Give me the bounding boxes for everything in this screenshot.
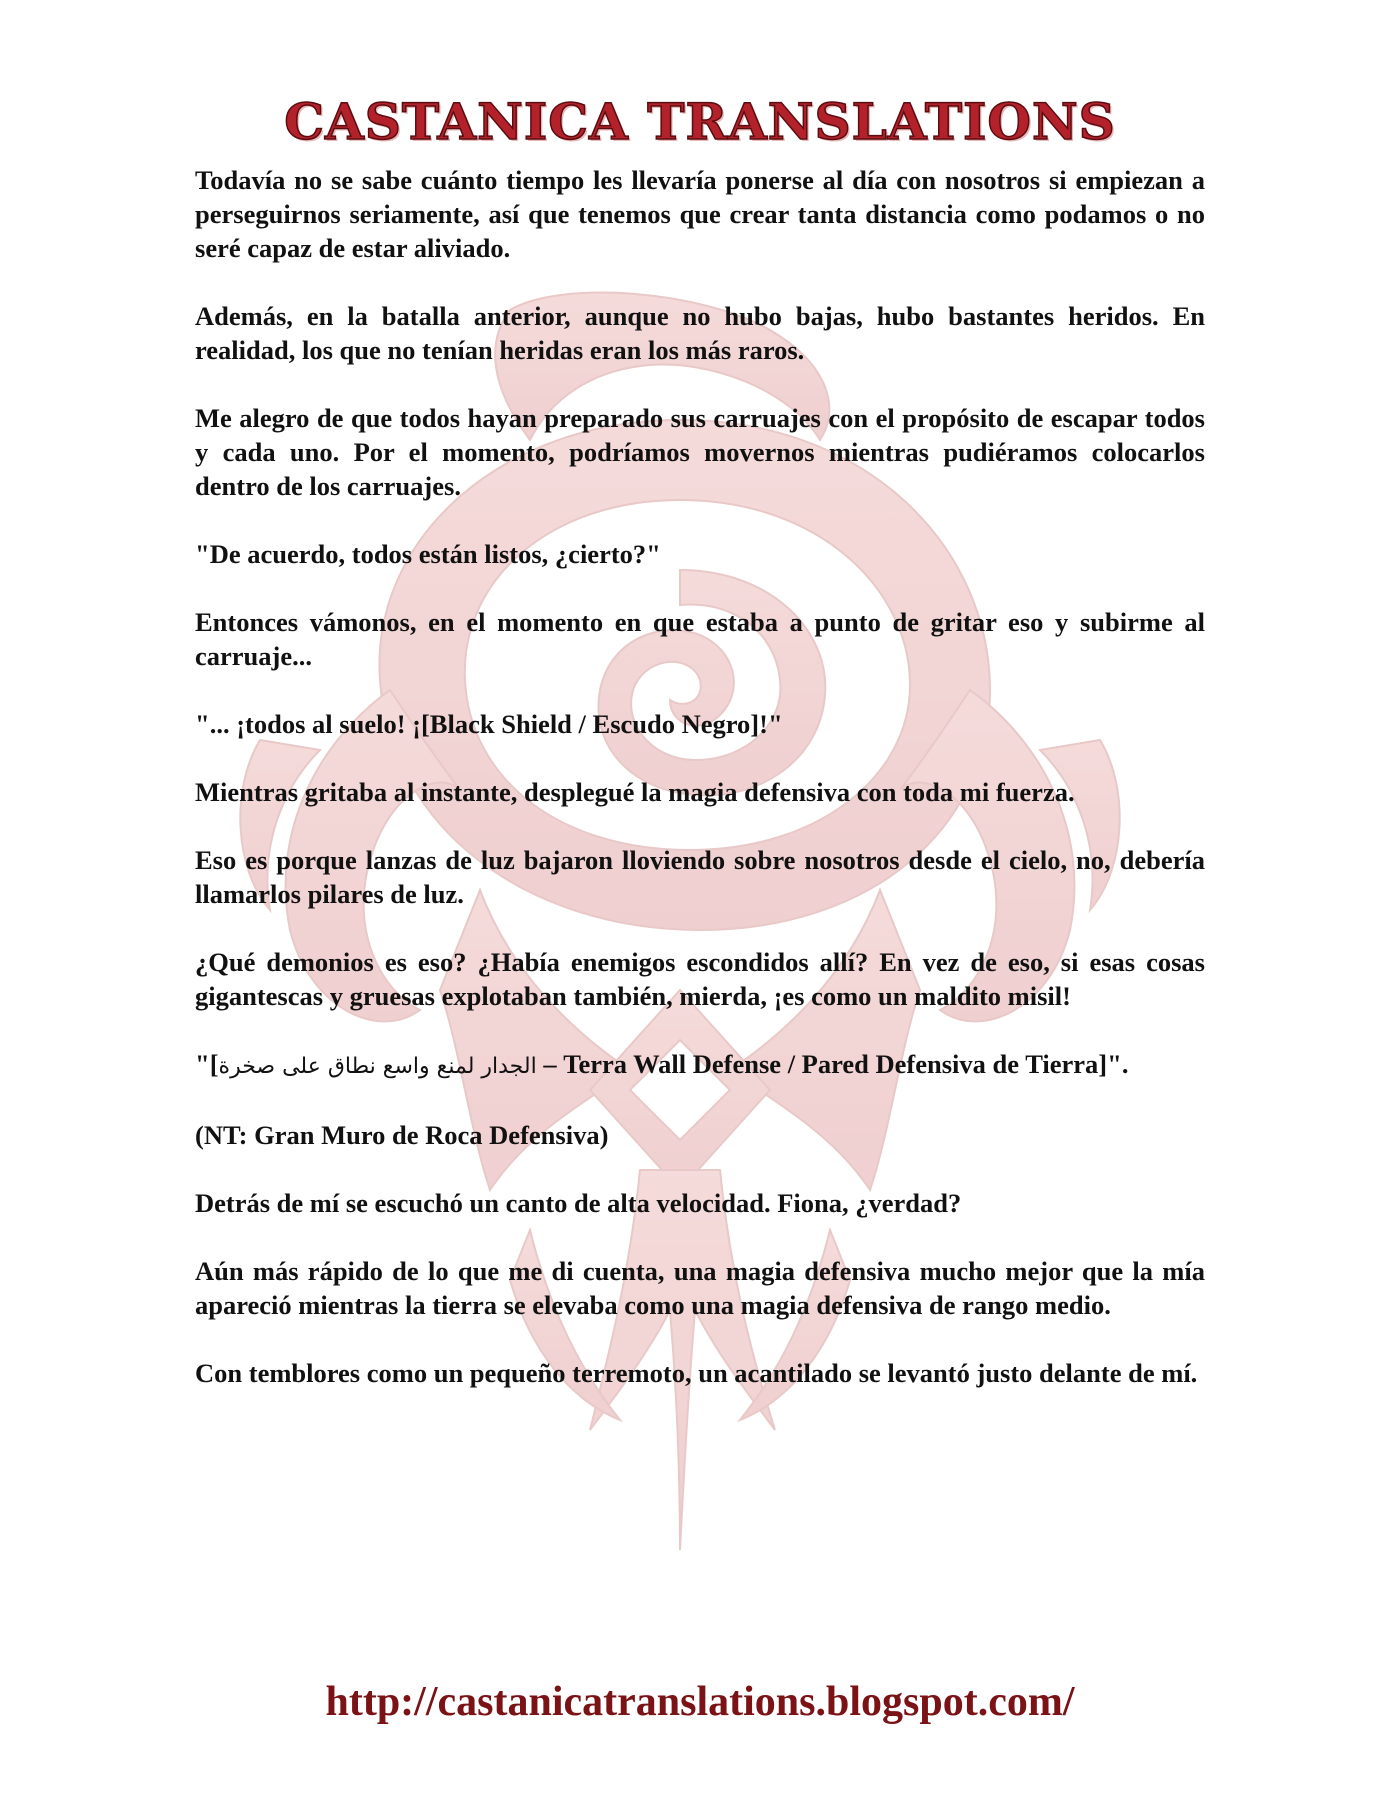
- paragraph: Además, en la batalla anterior, aunque no hubo bajas, hubo bastantes heridos. En realidad, los que no tenían heridas eran los más raros.: [195, 301, 1205, 365]
- paragraph: Aún más rápido de lo que me di cuenta, una magia defensiva mucho mejor que la mía apareció mientras la tierra se elevaba como una magia defensiva de rango medio.: [195, 1256, 1205, 1320]
- paragraph: Detrás de mí se escuchó un canto de alta velocidad. Fiona, ¿verdad?: [195, 1188, 962, 1218]
- translator-note: (NT: Gran Muro de Roca Defensiva): [195, 1120, 609, 1150]
- spell-rest: – Terra Wall Defense / Pared Defensiva de Tierra]".: [536, 1049, 1129, 1079]
- chapter-text: [195, 163, 1205, 1390]
- footer-url-link[interactable]: http://castanicatranslations.blogspot.com/: [325, 1679, 1075, 1725]
- paragraph: "De acuerdo, todos están listos, ¿cierto?": [195, 539, 661, 569]
- paragraph: Mientras gritaba al instante, desplegué la magia defensiva con toda mi fuerza.: [195, 777, 1075, 807]
- spell-paragraph: [195, 1047, 1205, 1084]
- spell-arabic: الجدار لمنع واسع نطاق على صخرة: [218, 1054, 537, 1079]
- paragraph: Eso es porque lanzas de luz bajaron lloviendo sobre nosotros desde el cielo, no, debería llamarlos pilares de luz.: [195, 845, 1205, 909]
- spell-open: "[: [195, 1049, 219, 1079]
- paragraph: Con temblores como un pequeño terremoto, un acantilado se levantó justo delante de mí.: [195, 1358, 1198, 1388]
- paragraph: ¿Qué demonios es eso? ¿Había enemigos escondidos allí? En vez de eso, si esas cosas gigantescas y gruesas explotaban también, mierda, ¡es como un maldito misil!: [195, 947, 1205, 1011]
- paragraph: Todavía no se sabe cuánto tiempo les llevaría ponerse al día con nosotros si empiezan a perseguirnos seriamente, así que tenemos que crear tanta distancia como podamos o no seré capaz de estar aliviado.: [195, 165, 1205, 263]
- paragraph: Me alegro de que todos hayan preparado sus carruajes con el propósito de escapar todos y cada uno. Por el momento, podríamos movernos mientras pudiéramos colocarlos dentro de los carruajes.: [195, 403, 1205, 501]
- paragraph: "... ¡todos al suelo! ¡[Black Shield / Escudo Negro]!": [195, 709, 783, 739]
- site-title: CASTANICA TRANSLATIONS: [284, 92, 1116, 151]
- paragraph: Entonces vámonos, en el momento en que estaba a punto de gritar eso y subirme al carruaje...: [195, 607, 1205, 671]
